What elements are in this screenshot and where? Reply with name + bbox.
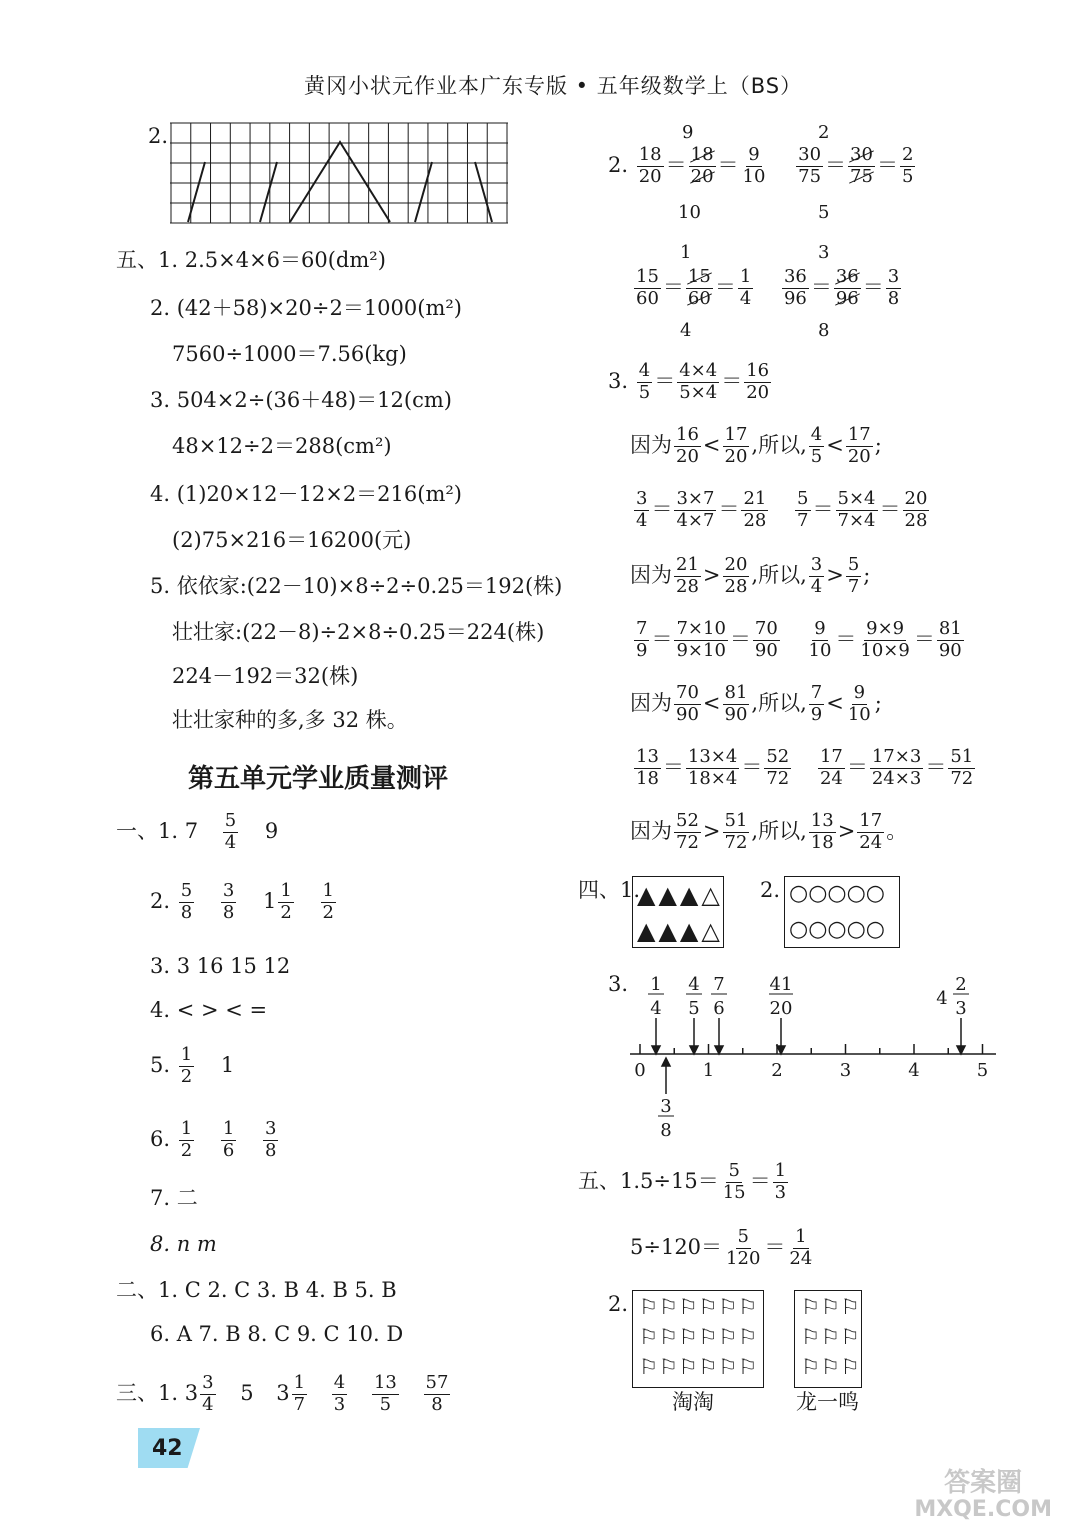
s5-q4a: 4. (1)20×12－12×2＝216(m²): [150, 482, 462, 506]
watermark-line1: 答案圈: [944, 1468, 1023, 1499]
svg-text:3: 3: [660, 1096, 672, 1117]
circle-box: ○○○○○ ○○○○○: [784, 876, 900, 948]
q3-1: 三、1. 3 $\frac{3}{4}$ 5 3 $\frac{1}{7}$ $\frac{4}{3}$ $\frac{13}{5}$ $\frac{57}{8}$: [116, 1372, 449, 1415]
q5-1b-expr: 5÷120＝: [630, 1234, 723, 1259]
r-q2-label: 2.: [608, 152, 629, 177]
q1-6: 6. $\frac{1}{2}$ $\frac{1}{6}$ $\frac{3}{8}$: [150, 1118, 277, 1161]
q5-1a-expr: 5÷15＝: [640, 1168, 719, 1193]
q5-1a: 五、1.5÷15＝ $\frac{5}{15}$ ＝ $\frac{1}{3}$: [578, 1160, 787, 1203]
svg-text:4: 4: [650, 998, 662, 1019]
axis-tick-label: 5: [976, 1060, 989, 1081]
unit-title: 第五单元学业质量测评: [188, 764, 449, 794]
because-4: 因为: [630, 818, 672, 843]
watermark: [914, 1469, 1052, 1522]
q1-1-pre: 一、1. 7: [116, 818, 199, 843]
s5-q1: 五、1. 2.5×4×6＝60(dm²): [116, 248, 386, 272]
r-q3-row4: 因为 $\frac{21}{28}$ > $\frac{20}{28}$ ,所以, $\frac{3}{4}$ > $\frac{5}{7}$ ;: [630, 554, 871, 597]
s5-q3b: 48×12÷2＝288(cm²): [172, 434, 392, 458]
flag-box-taotao: ⚐⚐⚐⚐⚐⚐ ⚐⚐⚐⚐⚐⚐ ⚐⚐⚐⚐⚐⚐: [632, 1290, 764, 1388]
because-2: 因为: [630, 562, 672, 587]
axis-tick-label: 2: [771, 1060, 783, 1081]
watermark-line2: MXQE.COM: [914, 1496, 1052, 1522]
q1-7: 7. 二: [150, 1186, 198, 1210]
q2-line2: 6. A 7. B 8. C 9. C 10. D: [150, 1322, 404, 1346]
number-line: [624, 970, 1004, 1150]
so-4: ,所以,: [751, 818, 807, 843]
q3-label: 三、1. 3: [116, 1380, 199, 1405]
svg-text:41: 41: [769, 974, 793, 995]
svg-text:7: 7: [713, 974, 725, 995]
q1-6-label: 6.: [150, 1126, 171, 1151]
name-taotao: 淘淘: [672, 1390, 714, 1414]
axis-tick-label: 3: [839, 1060, 852, 1081]
r-q2-row2: $\frac{15}{60}$ ＝ $\frac{15}{60}$ ＝ $\frac{1}{4}$ $\frac{36}{96}$ ＝ $\frac{36}{96}$ ＝ $\frac{3}{8}$: [636, 266, 900, 309]
q1-1-post: 9: [264, 818, 279, 843]
q1-8: 8. n m: [150, 1232, 217, 1256]
q1-4: 4. < > < =: [150, 998, 268, 1022]
svg-text:3: 3: [955, 998, 967, 1019]
r-q3-row1: 3. $\frac{4}{5}$ ＝ $\frac{4\times 4}{5\times 4}$ ＝ $\frac{16}{20}$: [608, 360, 770, 403]
svg-text:6: 6: [713, 998, 725, 1019]
grid-figure: [170, 122, 510, 224]
grid-label: 2.: [148, 124, 169, 148]
s5-q2b: 7560÷1000＝7.56(kg): [172, 342, 407, 366]
because-3: 因为: [630, 690, 672, 715]
svg-text:20: 20: [769, 998, 793, 1019]
because-1: 因为: [630, 432, 672, 457]
svg-text:4: 4: [688, 974, 700, 995]
q1-2-label: 2.: [150, 888, 171, 913]
q5-2-label: 2.: [608, 1292, 629, 1316]
q1-2: 2. $\frac{5}{8}$ $\frac{3}{8}$ 1 $\frac{1}{2}$ $\frac{1}{2}$: [150, 880, 334, 923]
r-q3-row5: $\frac{7}{9}$ ＝ $\frac{7\times 10}{9\times 10}$ ＝ $\frac{70}{90}$ $\frac{9}{10}$ ＝ $\frac{9\times 9}{10\times 9}$ ＝ $\frac{81}{90}$: [636, 618, 962, 661]
axis-tick-label: 1: [702, 1060, 715, 1081]
so-2: ,所以,: [751, 562, 807, 587]
s5-q4b: (2)75×216＝16200(元): [172, 528, 412, 552]
page-header: 黄冈小状元作业本广东专版 • 五年级数学上（BS）: [304, 74, 803, 98]
q1-3: 3. 3 16 15 12: [150, 954, 291, 978]
r-q3-row3: $\frac{3}{4}$ ＝ $\frac{3\times 7}{4\times 7}$ ＝ $\frac{21}{28}$ $\frac{5}{7}$ ＝ $\frac{5\times 4}{7\times 4}$ ＝ $\frac{20}{28}$: [636, 488, 928, 531]
s5-q5b: 壮壮家:(22－8)÷2×8÷0.25＝224(株): [172, 620, 545, 644]
r-q3-label: 3.: [608, 368, 629, 393]
r-q3-row6: 因为 $\frac{70}{90}$ < $\frac{81}{90}$ ,所以, $\frac{7}{9}$ < $\frac{9}{10}$ ;: [630, 682, 882, 725]
svg-text:1: 1: [650, 974, 662, 995]
s5-q5d: 壮壮家种的多,多 32 株。: [172, 708, 408, 732]
q1-5: 5. $\frac{1}{2}$ 1: [150, 1044, 235, 1087]
q5-label: 五、1.: [578, 1168, 641, 1193]
svg-text:8: 8: [660, 1120, 672, 1141]
svg-text:2: 2: [955, 974, 967, 995]
so-1: ,所以,: [751, 432, 807, 457]
q2-line1: 二、1. C 2. C 3. B 4. B 5. B: [116, 1278, 397, 1302]
name-longyiming: 龙一鸣: [796, 1390, 859, 1414]
r-q3-row2: 因为 $\frac{16}{20}$ < $\frac{17}{20}$ ,所以, $\frac{4}{5}$ < $\frac{17}{20}$ ;: [630, 424, 882, 467]
axis-tick-label: 4: [908, 1060, 920, 1081]
q1-1: 一、1. 7 $\frac{5}{4}$ 9: [116, 810, 279, 853]
s5-q3a: 3. 504×2÷(36＋48)＝12(cm): [150, 388, 452, 412]
q1-5-label: 5.: [150, 1052, 171, 1077]
svg-text:4: 4: [936, 988, 948, 1009]
page-number: 42: [152, 1436, 183, 1461]
q4-2-label: 2.: [760, 878, 781, 902]
so-3: ,所以,: [751, 690, 807, 715]
axis-tick-label: 0: [634, 1060, 646, 1081]
s5-q5a: 5. 依依家:(22－10)×8÷2÷0.25＝192(株): [150, 574, 563, 598]
r-q3-row7: $\frac{13}{18}$ ＝ $\frac{13\times 4}{18\times 4}$ ＝ $\frac{52}{72}$ $\frac{17}{24}$ ＝ $\frac{17\times 3}{24\times 3}$ ＝ $\frac{51}{72}$: [636, 746, 974, 789]
flag-box-longyiming: ⚐⚐⚐ ⚐⚐⚐ ⚐⚐⚐: [794, 1290, 862, 1388]
s5-q5c: 224－192＝32(株): [172, 664, 359, 688]
q4-3-label: 3.: [608, 972, 629, 996]
q5-1b: 5÷120＝ $\frac{5}{120}$ ＝ $\frac{1}{24}$: [630, 1226, 813, 1269]
s5-q2a: 2. (42＋58)×20÷2＝1000(m²): [150, 296, 462, 320]
q4-label: 四、1.: [578, 878, 641, 902]
triangle-box: ▲▲▲△ ▲▲▲△: [632, 876, 724, 948]
q1-5-post: 1: [220, 1052, 235, 1077]
svg-text:5: 5: [688, 998, 700, 1019]
r-q2-row1: 2. $\frac{18}{20}$ ＝ $\frac{18}{20}$ ＝ $\frac{9}{10}$ $\frac{30}{75}$ ＝ $\frac{30}{75}$ ＝ $\frac{2}{5}$: [608, 144, 914, 187]
r-q3-row8: 因为 $\frac{52}{72}$ > $\frac{51}{72}$ ,所以, $\frac{13}{18}$ > $\frac{17}{24}$ 。: [630, 810, 908, 853]
